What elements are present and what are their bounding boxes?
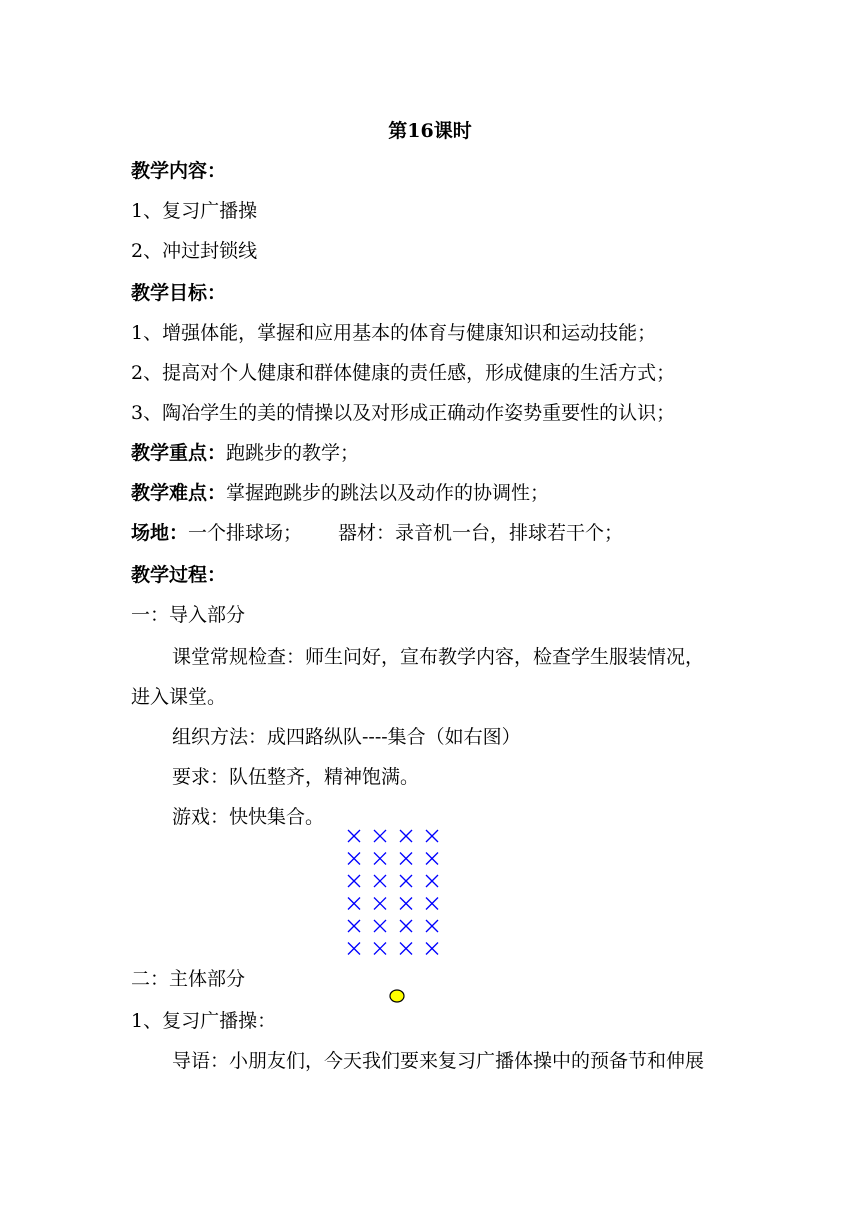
student-mark — [426, 853, 438, 865]
student-mark — [400, 943, 412, 955]
difficulty-label: 教学难点： — [131, 482, 227, 504]
student-mark — [348, 875, 360, 887]
student-mark — [374, 853, 386, 865]
teacher-marker — [388, 988, 406, 1008]
difficulty-text: 掌握跑跳步的跳法以及动作的协调性； — [226, 482, 550, 504]
student-mark — [426, 830, 438, 842]
student-mark — [374, 875, 386, 887]
key-point — [131, 440, 359, 466]
student-mark — [400, 898, 412, 910]
content-item-1: 1、复习广播操 — [131, 200, 258, 222]
difficulty — [131, 480, 549, 506]
student-mark — [348, 898, 360, 910]
part2-heading: 二：主体部分 — [131, 968, 246, 990]
student-mark — [348, 920, 360, 932]
student-mark — [400, 875, 412, 887]
venue-text: 一个排球场； — [188, 522, 303, 544]
student-mark — [400, 830, 412, 842]
content-heading: 教学内容： — [131, 160, 227, 182]
process-heading: 教学过程： — [131, 564, 227, 586]
objectives-heading: 教学目标： — [131, 282, 227, 304]
routine-line-1: 课堂常规检查：师生问好，宣布教学内容，检查学生服装情况， — [172, 646, 705, 668]
student-mark — [348, 943, 360, 955]
objective-item-3: 3、陶冶学生的美的情操以及对形成正确动作姿势重要性的认识； — [131, 402, 676, 424]
student-mark — [426, 920, 438, 932]
student-mark — [426, 875, 438, 887]
part2-item-1: 1、复习广播操： — [131, 1010, 277, 1032]
routine-line-2: 进入课堂。 — [131, 686, 227, 708]
lesson-title: 第16课时 — [388, 120, 472, 142]
student-mark — [374, 898, 386, 910]
objective-item-1: 1、增强体能，掌握和应用基本的体育与健康知识和运动技能； — [131, 322, 657, 344]
equipment-text: 器材：录音机一台，排球若干个； — [338, 522, 624, 544]
student-mark — [348, 853, 360, 865]
requirement: 要求：队伍整齐，精神饱满。 — [172, 766, 420, 788]
student-mark — [374, 943, 386, 955]
student-mark — [374, 920, 386, 932]
student-mark — [348, 830, 360, 842]
key-point-label: 教学重点： — [131, 442, 227, 464]
student-mark — [426, 943, 438, 955]
content-item-2: 2、冲过封锁线 — [131, 240, 258, 262]
part1-heading: 一：导入部分 — [131, 604, 246, 626]
student-mark — [400, 853, 412, 865]
venue-label: 场地： — [131, 522, 189, 544]
student-mark — [374, 830, 386, 842]
part2-intro: 导语：小朋友们，今天我们要来复习广播体操中的预备节和伸展 — [172, 1050, 705, 1072]
student-mark — [426, 898, 438, 910]
objective-item-2: 2、提高对个人健康和群体健康的责任感，形成健康的生活方式； — [131, 362, 676, 384]
venue — [131, 520, 623, 546]
student-mark — [400, 920, 412, 932]
game: 游戏：快快集合。 — [172, 806, 325, 828]
formation-diagram — [342, 826, 452, 962]
formation-grid — [342, 826, 452, 962]
organization-method: 组织方法：成四路纵队----集合（如右图） — [172, 726, 521, 748]
key-point-text: 跑跳步的教学； — [226, 442, 360, 464]
